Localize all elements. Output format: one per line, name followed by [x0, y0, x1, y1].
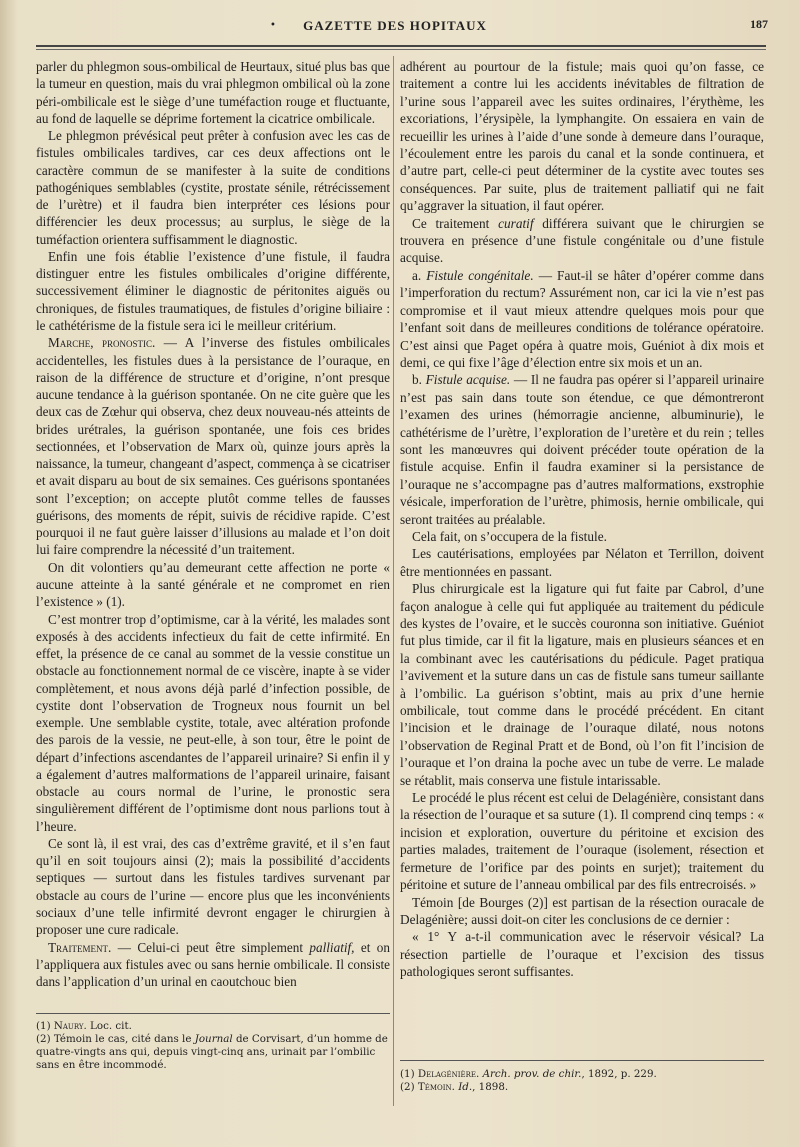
- journal-title: GAZETTE DES HOPITAUX: [303, 18, 487, 33]
- page-header: [30, 16, 768, 38]
- paragraph: Enfin une fois établie l’existence d’une fistule, il faudra distinguer entre les fistules ombilicales d’origine différente, successivement éliminer le diagnostic de péritonites aiguës ou chroniques, de fistules traumatiques, de fistules d’origine biliaire : le cathétérisme de la fistule sera ici le meilleur critérium.: [36, 248, 390, 333]
- page-number: 187: [750, 17, 768, 31]
- paragraph-text: b.: [412, 372, 426, 388]
- subsection-heading: Fistule congénitale.: [426, 267, 534, 283]
- paragraph: Ce sont là, il est vrai, des cas d’extrême gravité, et il s’en faut qu’il en soit toujours ainsi (2); mais la possibilité d’accidents septiques — surtout dans les fistules tardives survenant par obstacle au cours de l’urine — encore plus que les inconvénients sociaux d’une telle infirmité devront engager le chirurgien à proposer une cure radicale.: [36, 835, 390, 938]
- paragraph: Cela fait, on s’occupera de la fistule.: [412, 528, 607, 544]
- paragraph-text: a.: [412, 267, 427, 283]
- footnote-emphasis: Arch. prov. de chir.: [482, 1068, 582, 1080]
- right-column: [400, 58, 764, 981]
- left-column: [36, 58, 390, 990]
- footnote-1: [400, 1068, 764, 1081]
- footnote-rule-right: [400, 1060, 764, 1061]
- left-footnotes: [36, 1020, 390, 1072]
- footnote-author: Témoin: [417, 1081, 452, 1093]
- footnote-2: [36, 1033, 390, 1072]
- paragraph: parler du phlegmon sous-ombilical de Heurtaux, situé plus bas que la tumeur en question, mais du vrai phlegmon ombilical où la zone péri-ombilicale est le siège d’une tuméfaction rouge et fluctuante, au fond de laquelle se déprime fortement la cicatrice ombilicale.: [36, 59, 390, 126]
- paragraph: Les cautérisations, employées par Nélaton et Terrillon, doivent être mentionnées en passant.: [400, 546, 764, 579]
- footnote-author: Naury: [53, 1020, 84, 1032]
- header-rule-thin: [36, 49, 766, 50]
- footnote-2: [400, 1081, 764, 1094]
- footnote-emphasis: Journal: [194, 1033, 233, 1045]
- paragraph-fistule-acquise: [400, 371, 764, 528]
- paragraph: Témoin [de Bourges (2)] est partisan de la résection ouracale de Delagénière; aussi doit-on citer les conclusions de ce dernier :: [400, 894, 764, 927]
- paragraph: [400, 215, 764, 267]
- footnote-text: .: [451, 1081, 459, 1093]
- emphasis: palliatif,: [309, 939, 355, 955]
- header-rule: [36, 45, 766, 47]
- footnote-text: de Corvisart, d’un homme de quatre-vingts ans qui, depuis vingt-cinq ans, urinait par l’ombilic sans en être incommodé.: [36, 1033, 388, 1071]
- paragraph-fistule-congenitale: [400, 267, 764, 371]
- section-heading: Traitement.: [48, 939, 112, 955]
- footnote-marker: (1): [36, 1020, 54, 1032]
- paragraph: C’est montrer trop d’optimisme, car à la vérité, les malades sont exposés à des accidents infectieux du fait de cette infirmité. En effet, la présence de ce canal au sommet de la vessie constitue un obstacle au fonctionnement normal de ce viscère, inapte à se vider complètement, et nous avons déjà parlé d’infection possible, de cystite dont l’observation de Trogneux nous fournit un bel exemple. Une semblable cystite, totale, avec altération profonde des parois de la vessie, ne peut-elle, à son tour, être le point de départ d’infections ascendantes de l’appareil urinaire? Si enfin il y a également d’autres malformations de l’appareil urinaire, faisant obstacle au cours normal de l’urine, le pronostic sera singulièrement différent de l’optimisme dont nous parlions tout à l’heure.: [36, 611, 390, 834]
- footnote-text: (2) Témoin le cas, cité dans le: [36, 1033, 195, 1045]
- footnote-text: . Loc. cit.: [83, 1020, 132, 1032]
- paragraph: adhérent au pourtour de la fistule; mais quoi qu’on fasse, ce traitement a contre lui les accidents inévitables de filtration de l’urine sous l’appareil avec les suites ordinaires, l’érythème, les excoriations, l’érysipèle, la lymphangite. On essaiera en vain de recueillir les urines à l’aide d’une sonde à demeure dans l’ouraque, l’écoulement entre les parois du canal et la sonde continuera, et d’autre part, celle-ci peut déterminer de la cystite avec toutes ses conséquences. Par suite, plus de traitement palliatif qui ne fait qu’aggraver la situation, il faut opérer.: [400, 59, 764, 214]
- paragraph-text: — Faut-il se hâter d’opérer comme dans l’imperforation du rectum? Assurément non, car ici la vie n’est pas compromise et il vaut mieux attendre quelques mois pour que l’enfant soit dans de meilleures conditions de tolérance opératoire. C’est ainsi que Paget opéra à quatre mois, Guéniot à dix mois et demi, ce qui fixe l’âge d’élection entre six mois et un an.: [400, 267, 764, 370]
- paragraph: On dit volontiers qu’au demeurant cette affection ne porte « aucune atteinte à la santé générale et ne compromet en rien l’existence » (1).: [36, 559, 390, 610]
- paragraph-text: — Il ne faudra pas opérer si l’appareil urinaire n’est pas sain dans toute son étendue, ce que démontreront l’examen des urines (hémorragie ancienne, albuminurie), le cathétérisme de l’urètre, l’exploration de l’uretère et du rein ; telles sont les manœuvres qui doivent précéder toute opération de la fistule acquise. Enfin il faudra examiner si la persistance de l’ouraque ne s’accompagne pas d’autres malformations, exstrophie vésicale, imperforation de l’urètre, phimosis, hernie ombilicale, qui seront traitées au préalable.: [400, 372, 765, 527]
- footnote-text: , 1898.: [472, 1081, 509, 1093]
- paragraph: Plus chirurgicale est la ligature qui fut faite par Cabrol, d’une façon analogue à celle qui fut appliquée au traitement du pédicule des kystes de l’ovaire, et le succès couronna son initiative. Guéniot fut plus timide, car il fit la ligature, mais en plusieurs séances et en la combinant avec les cautérisations du pédicule. Paget pratiqua l’avivement et la suture dans un cas de fistule sans tumeur saillante à l’ombilic. La guérison s’obtint, mais au prix d’une hernie ombilicale, tout comme dans le procédé précédent. En citant l’incision et le drainage de l’ouraque dilaté, nous notons l’observation de Reginal Pratt et de Bond, où l’on fit l’incision de l’ouraque et l’on draina la poche avec un tube de verre. Le malade se rétablit, mais conserva une fistule intarissable.: [400, 581, 764, 788]
- section-heading: Marche, pronostic.: [48, 335, 156, 351]
- subsection-heading: Fistule acquise.: [425, 372, 511, 388]
- footnote-emphasis: Id.: [458, 1081, 473, 1093]
- footnote-1: [36, 1020, 390, 1033]
- footnote-rule-left: [36, 1013, 390, 1014]
- header-dot: •: [270, 20, 276, 31]
- emphasis: curatif: [498, 215, 534, 231]
- paragraph-text: — A l’inverse des fistules ombilicales accidentelles, les fistules dues à la persistance de l’ouraque, en raison de la différence de structure et d’origine, n’ont presque aucune tendance à la guérison spontanée. On ne cite guère que les deux cas de Zœhur qui observa, chez deux nouveau-nés atteints de brides urétrales, la guérison spontanée, une fois ces brides sectionnées, et l’observation de Marx où, quinze jours après la naissance, la tumeur, changeant d’aspect, commença à se cicatriser et avait disparu au bout de six semaines. Ces guérisons spontanées sont l’exception; on accepte plutôt comme telles de fausses guérisons, des moments de répit, suivis de récidive rapide. C’est pourquoi il ne faut guère laisser d’illusions au malade et l’on doit lui faire comprendre la nécessité d’un traitement.: [36, 335, 390, 558]
- paragraph: Le procédé le plus récent est celui de Delagénière, consistant dans la résection de l’ouraque et sa suture (1). Il comprend cinq temps : « incision et exploration, ouverture du péritoine et excision des parties malades, traitement de l’ouraque (isolement, résection et fermeture de l’orifice par des points en surjet); traitement du péritoine et suture de l’anneau ombilical par des fils entrecroisés. »: [400, 790, 764, 893]
- paragraph-text: Ce traitement: [412, 215, 499, 231]
- footnote-author: Delagénière: [417, 1068, 477, 1080]
- paragraph-text: différera suivant que le chirurgien se trouvera en présence d’une fistule congénitale ou d’une fistule acquise.: [400, 215, 764, 266]
- footnote-marker: (1): [400, 1068, 418, 1080]
- column-divider: [393, 56, 394, 1106]
- paragraph-marche-pronostic: [36, 334, 390, 558]
- paragraph-text: et on l’appliquera aux fistules avec ou sans hernie ombilicale. Il consiste dans l’application d’un urinal en caoutchouc bien: [36, 939, 390, 990]
- footnote-marker: (2): [400, 1081, 418, 1093]
- footnote-text: .: [476, 1068, 483, 1080]
- footnote-text: , 1892, p. 229.: [581, 1068, 657, 1080]
- paragraph: Le phlegmon prévésical peut prêter à confusion avec les cas de fistules ombilicales tardives, car ces deux affections ont le caractère commun de se manifester à la suite de conditions pathogéniques semblables (cystite, prostate sénile, rétrécissement de l’urètre) et il faudra bien interpréter ces lésions pour différencier les deux processus; au surplus, le siège de la tuméfaction orientera suffisamment le diagnostic.: [36, 128, 390, 247]
- paragraph-traitement: [36, 939, 390, 991]
- right-footnotes: [400, 1068, 764, 1094]
- paragraph: « 1° Y a-t-il communication avec le réservoir vésical? La résection partielle de l’ouraque et l’excision des tissus pathologiques seront suffisantes.: [400, 929, 764, 980]
- paragraph-text: — Celui-ci peut être simplement: [111, 939, 310, 955]
